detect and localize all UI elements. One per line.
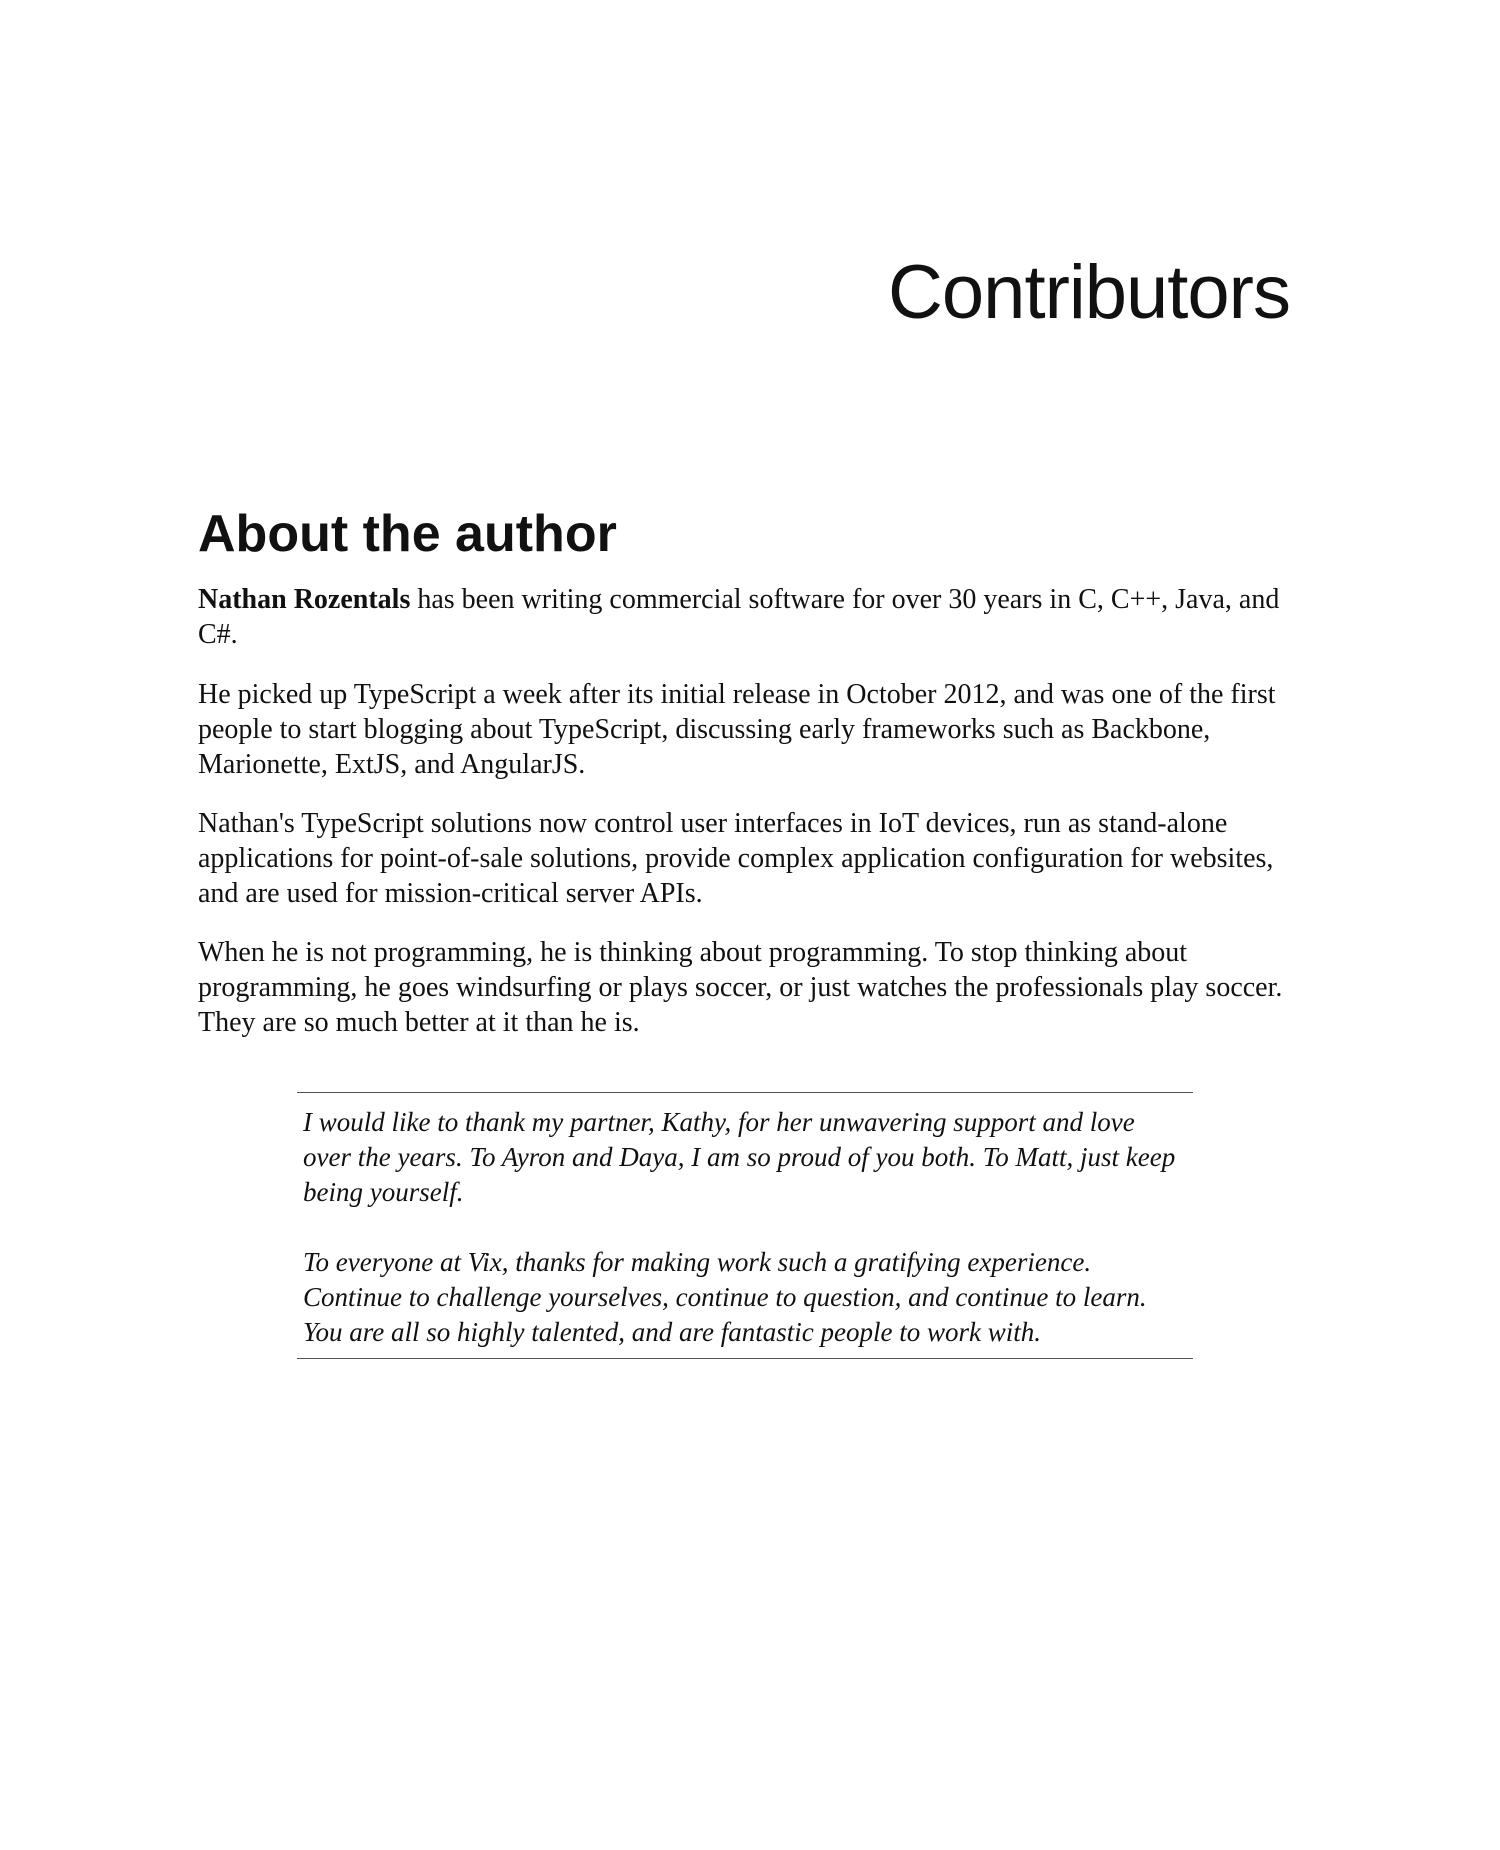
acknowledgement-paragraph: I would like to thank my partner, Kathy, for her unwavering support and love over the years. To Ayron and Daya, I am so proud of you both. To Matt, just keep being yourself. <box>303 1107 1176 1207</box>
author-intro-text: has been writing commercial software for over 30 years in C, C++, Java, and C#. <box>198 584 1280 650</box>
acknowledgements-block <box>297 1092 1193 1359</box>
page-title: Contributors <box>888 250 1290 335</box>
bio-paragraph: Nathan's TypeScript solutions now control user interfaces in IoT devices, run as stand-alone applications for point-of-sale solutions, provide complex application configuration for websites, and are used for mission-critical server APIs. <box>198 808 1274 909</box>
author-name: Nathan Rozentals <box>198 584 411 615</box>
bio-paragraph: When he is not programming, he is thinking about programming. To stop thinking about programming, he goes windsurfing or plays soccer, or just watches the professionals play soccer. They are so much better at it than he is. <box>198 937 1283 1038</box>
bio-paragraph: He picked up TypeScript a week after its initial release in October 2012, and was one of the first people to start blogging about TypeScript, discussing early frameworks such as Backbone, Marionette, ExtJS, and AngularJS. <box>198 679 1276 780</box>
section-heading: About the author <box>198 505 617 563</box>
acknowledgement-paragraph: To everyone at Vix, thanks for making work such a gratifying experience. Continue to challenge yourselves, continue to question, and continue to learn. You are all so highly talented, and are fantastic people to work with. <box>303 1247 1147 1347</box>
author-intro-paragraph <box>198 582 1308 652</box>
